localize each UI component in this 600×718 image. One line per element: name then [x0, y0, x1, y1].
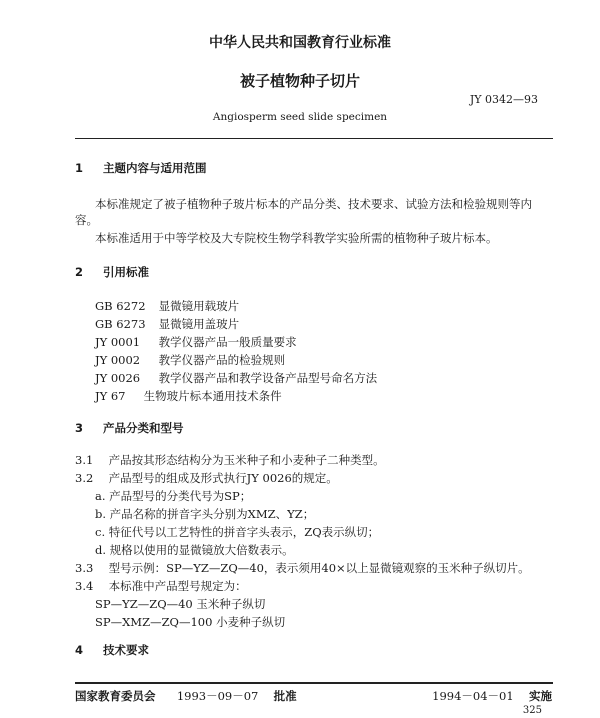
section-title: 产品分类和型号 — [103, 421, 184, 435]
footer-approval — [75, 688, 297, 704]
clause-3-2 — [75, 470, 338, 486]
clause-3-3 — [75, 560, 530, 576]
section-4-heading — [75, 642, 149, 658]
reference-item — [95, 388, 377, 406]
section-title: 技术要求 — [103, 643, 150, 657]
section-number: 1 — [75, 161, 84, 175]
page-number: 325 — [522, 705, 542, 716]
section-1-paragraph-2: 本标准适用于中等学校及大专院校生物学科教学实验所需的植物种子玻片标本。 — [95, 231, 498, 245]
reference-text: 教学仪器产品一般质量要求 — [158, 335, 297, 349]
list-item: c. 特征代号以工艺特性的拼音字头表示，ZQ表示纵切； — [95, 525, 380, 539]
section-title: 主题内容与适用范围 — [103, 161, 207, 175]
clause-text: 型号示例：SP—YZ—ZQ—40，表示须用40×以上显微镜观察的玉米种子纵切片。 — [108, 561, 530, 575]
section-number: 2 — [75, 265, 84, 279]
reference-item — [95, 370, 377, 388]
clause-text: 本标准中产品型号规定为： — [108, 579, 247, 593]
reference-text: 教学仪器产品和教学设备产品型号命名方法 — [158, 371, 378, 385]
reference-code: JY 0002 — [95, 353, 141, 367]
footer-divider — [75, 682, 553, 684]
clause-text: 产品型号的组成及形式执行JY 0026的规定。 — [108, 471, 338, 485]
model-item: SP—YZ—ZQ—40 玉米种子纵切 — [95, 597, 266, 611]
clause-number: 3.1 — [75, 453, 94, 467]
footer-effective — [432, 688, 552, 704]
standard-code: JY 0342—93 — [469, 93, 538, 106]
reference-item — [95, 316, 377, 334]
section-2-heading — [75, 264, 149, 280]
reference-text: 教学仪器产品的检验规则 — [158, 353, 286, 367]
effective-label: 实施 — [529, 689, 552, 703]
english-title: Angiosperm seed slide specimen — [212, 111, 388, 123]
section-1-paragraph-1: 本标准规定了被子植物种子玻片标本的产品分类、技术要求、试验方法和检验规则等内 — [95, 197, 532, 211]
section-1-paragraph-1-cont: 容。 — [75, 213, 98, 227]
clause-3-4 — [75, 578, 247, 594]
standard-category-title: 中华人民共和国教育行业标准 — [209, 35, 391, 51]
clause-number: 3.3 — [75, 561, 94, 575]
header-divider — [75, 138, 553, 139]
reference-item — [95, 352, 377, 370]
clause-number: 3.2 — [75, 471, 94, 485]
section-number: 3 — [75, 421, 84, 435]
model-list — [95, 596, 285, 632]
clause-3-2-items — [95, 488, 379, 560]
section-1-heading — [75, 160, 207, 176]
approved-label: 批准 — [273, 689, 297, 703]
reference-code: GB 6273 — [95, 317, 146, 331]
reference-text: 显微镜用载玻片 — [158, 299, 240, 313]
list-item: a. 产品型号的分类代号为SP； — [95, 489, 252, 503]
clause-number: 3.4 — [75, 579, 94, 593]
list-item: d. 规格以使用的显微镜放大倍数表示。 — [95, 543, 294, 557]
effective-date: 1994－04－01 — [432, 689, 514, 703]
reference-item — [95, 334, 377, 352]
section-title: 引用标准 — [103, 265, 150, 279]
section-number: 4 — [75, 643, 84, 657]
document-title: 被子植物种子切片 — [239, 72, 360, 90]
reference-text: 显微镜用盖玻片 — [158, 317, 240, 331]
list-item: b. 产品名称的拼音字头分别为XMZ、YZ； — [95, 507, 315, 521]
clause-text: 产品按其形态结构分为玉米种子和小麦种子二种类型。 — [108, 453, 385, 467]
reference-code: GB 6272 — [95, 299, 146, 313]
reference-code: JY 0001 — [95, 335, 141, 349]
reference-code: JY 67 — [95, 389, 126, 403]
model-item: SP—XMZ—ZQ—100 小麦种子纵切 — [95, 615, 286, 629]
reference-text: 生物玻片标本通用技术条件 — [143, 389, 282, 403]
issuer: 国家教育委员会 — [75, 689, 156, 703]
section-3-heading — [75, 420, 184, 436]
reference-code: JY 0026 — [95, 371, 141, 385]
clause-3-1 — [75, 452, 385, 468]
reference-item — [95, 298, 377, 316]
approved-date: 1993－09－07 — [176, 689, 259, 703]
reference-list — [95, 298, 377, 406]
